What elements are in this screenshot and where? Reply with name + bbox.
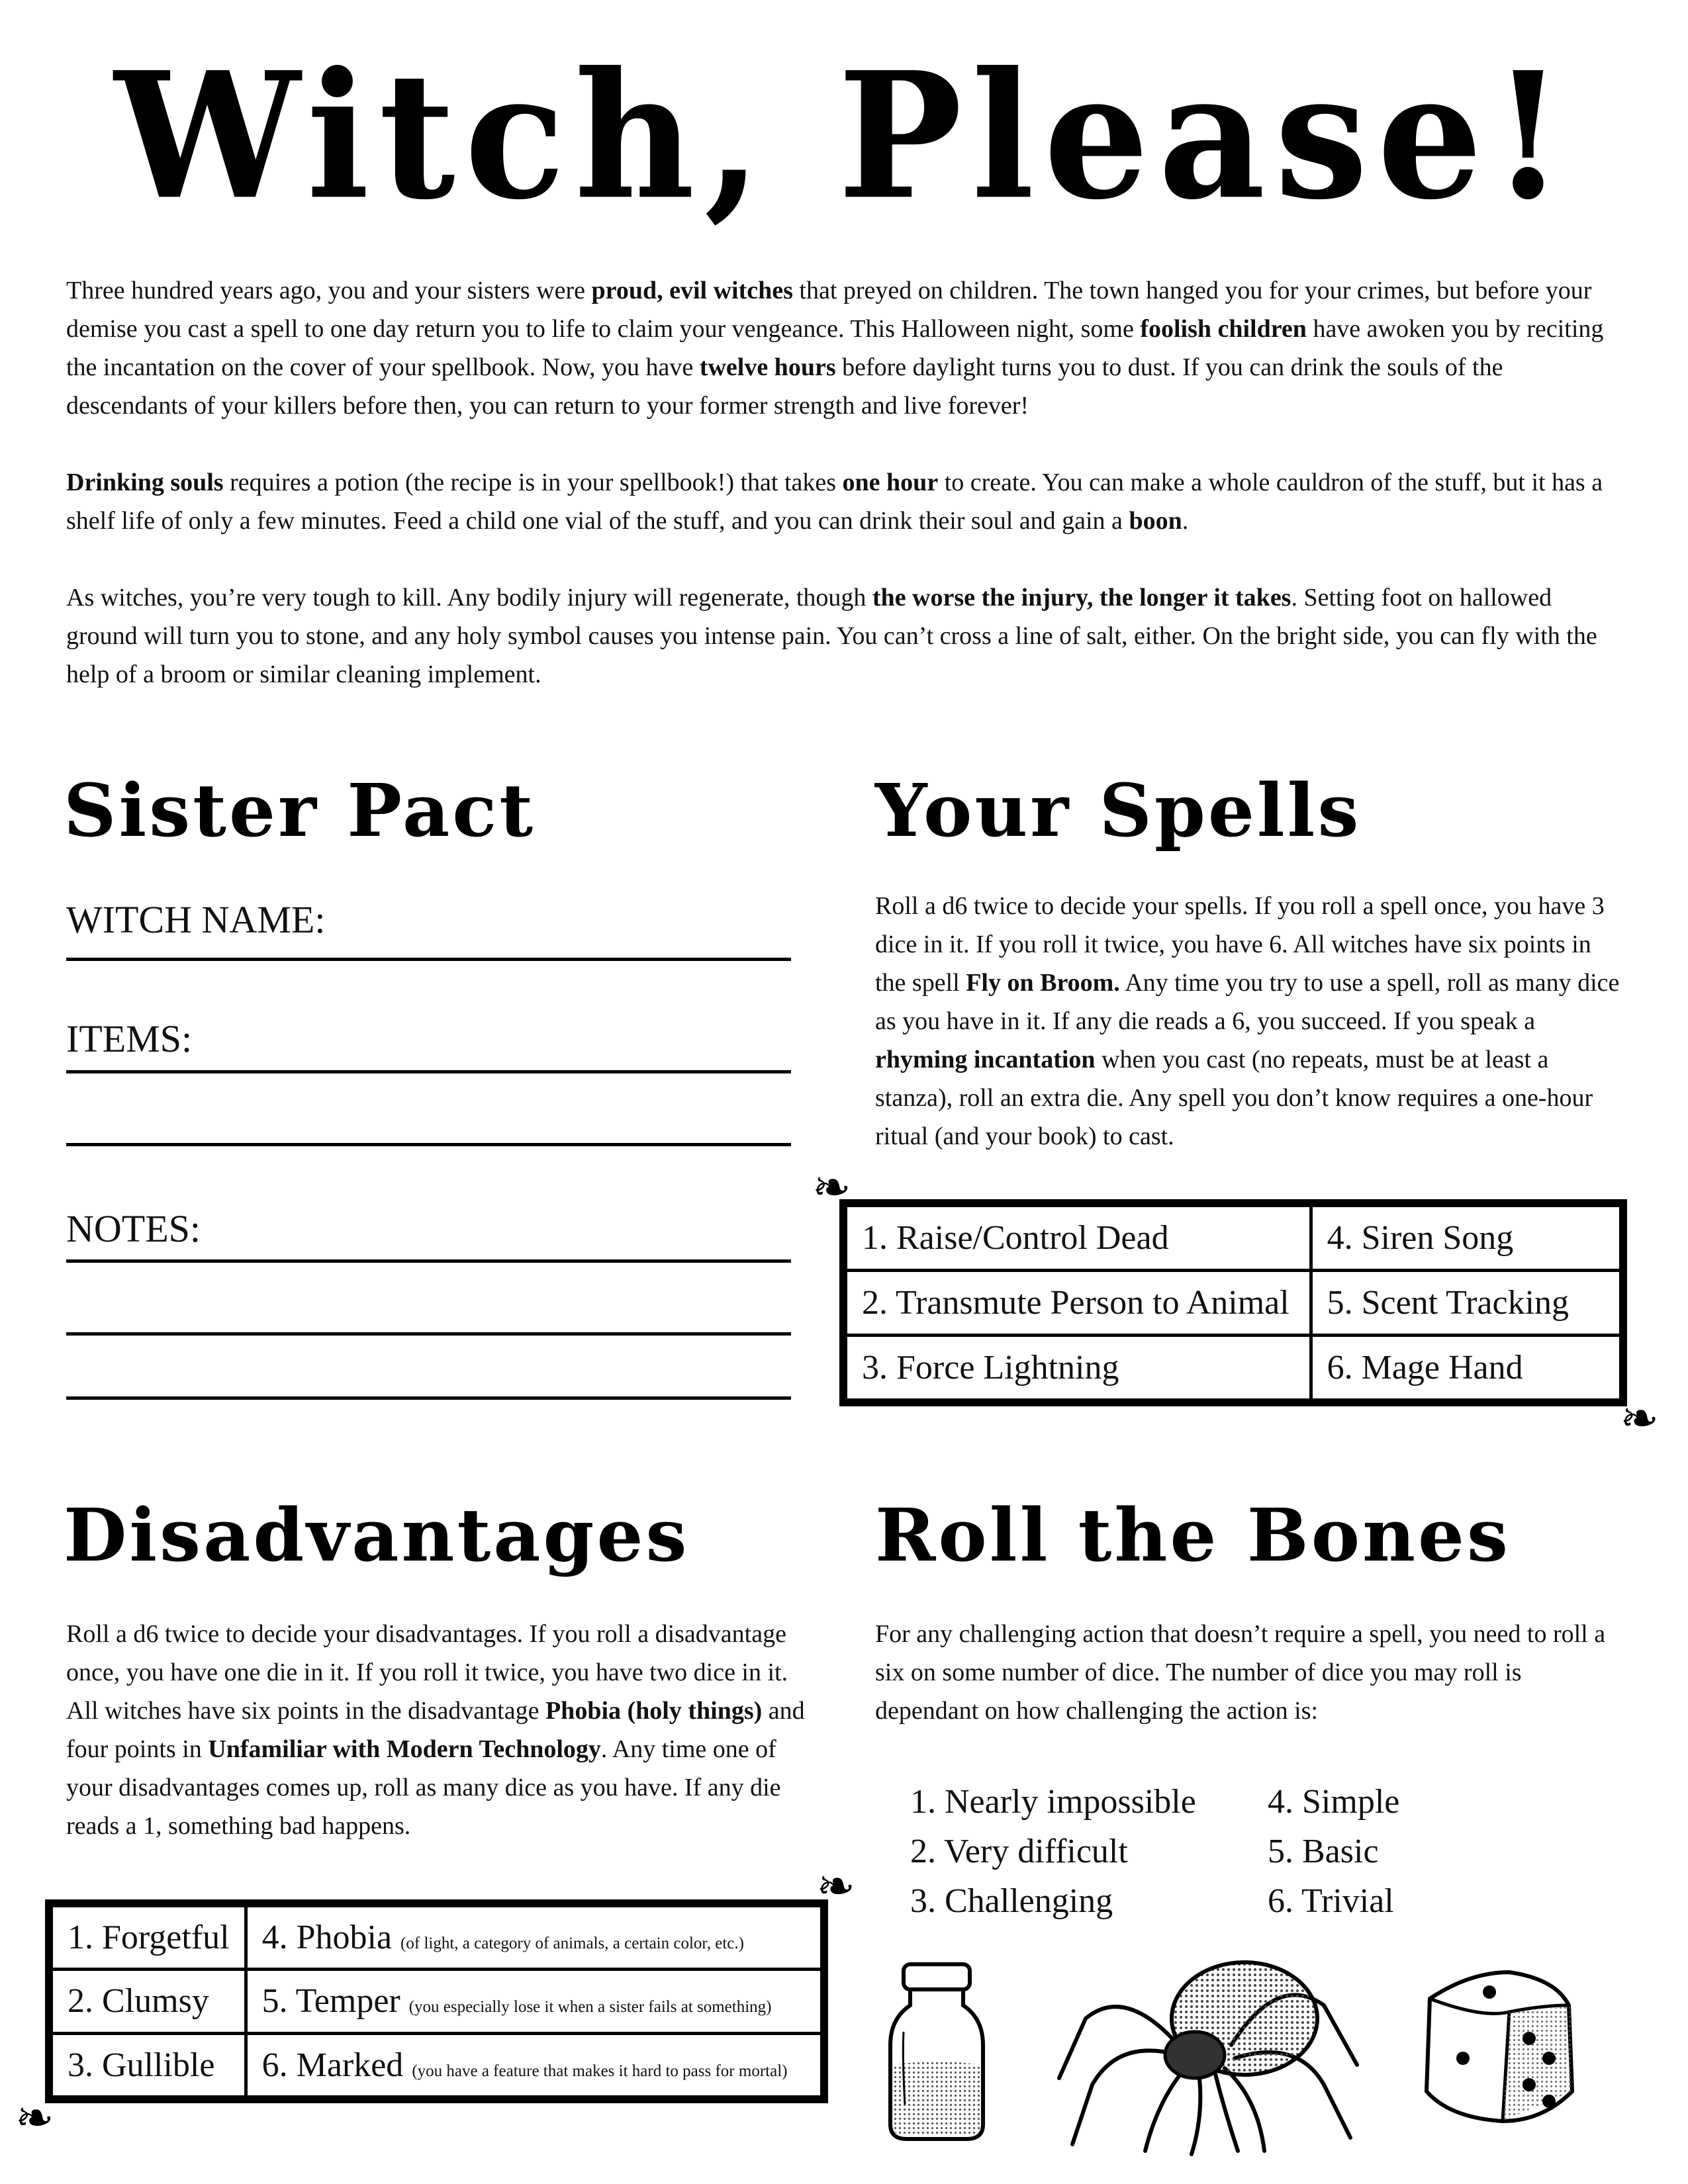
emphasis-text: proud, evil witches (591, 277, 793, 304)
intro-text (66, 271, 1628, 732)
difficulty-6: 6. Trivial (1268, 1882, 1394, 1920)
difficulty-2: 2. Very difficult (910, 1833, 1128, 1870)
items-line-2[interactable] (66, 1143, 791, 1146)
emphasis-text: Fly on Broom. (966, 969, 1120, 997)
spell-3: 3. Force Lightning (846, 1336, 1311, 1400)
table-row (846, 1271, 1621, 1336)
intro-paragraph-2: Drinking souls requires a potion (the recipe is in your spellbook!) that takes one hour to create. You can make a whole cauldron of the stuff, but it has a shelf life of only a few minutes. Feed a child one vial of the stuff, and you can drink their soul and gain a boon. (66, 469, 1603, 535)
sister-pact-heading: Sister Pact (64, 768, 536, 853)
scroll-curl-icon: ❧ (812, 1160, 851, 1214)
emphasis-text: one hour (842, 469, 939, 496)
difficulty-3: 3. Challenging (910, 1882, 1113, 1920)
disadvantage-6: 6. Marked (you have a feature that makes it hard to pass for mortal) (246, 2033, 821, 2097)
items-label: ITEMS: (66, 1017, 193, 1060)
scroll-curl-icon: ❧ (816, 1859, 855, 1913)
difficulty-5: 5. Basic (1268, 1833, 1379, 1870)
scroll-curl-icon: ❧ (15, 2091, 54, 2145)
disadvantages-heading: Disadvantages (64, 1492, 690, 1578)
spell-2: 2. Transmute Person to Animal (846, 1271, 1311, 1336)
disadvantages-description: Roll a d6 twice to decide your disadvantages. If you roll a disadvantage once, you have one die in it. If you roll it twice, you have two dice in it. All witches have six points in the disadvantage Phobia (holy things) and four points in Unfamiliar with Modern Technology. Any time one of your disadvantages comes up, roll as many dice as you have. If any die reads a 1, something bad happens. (66, 1620, 805, 1840)
disadvantages-table-frame (15, 1859, 855, 2145)
emphasis-text: Phobia (holy things) (545, 1697, 763, 1725)
scroll-curl-icon: ❧ (1620, 1391, 1659, 1445)
spells-description: Roll a d6 twice to decide your spells. If you roll a spell once, you have 3 dice in it. If you roll it twice, you have 6. All witches have six points in the spell Fly on Broom. Any time you try to use a spell, roll as many dice as you have in it. If any die reads a 6, you succeed. If you speak a rhyming incantation when you cast (no repeats, must be at least a stanza), roll an extra die. Any spell you don’t know requires a one-hour ritual (and your book) to cast. (875, 892, 1620, 1150)
spells-table-frame (812, 1160, 1659, 1445)
disadvantage-1: 1. Forgetful (52, 1906, 246, 1970)
difficulty-list-right (1268, 1777, 1399, 1926)
die-icon (1410, 1959, 1582, 2131)
witch-name-line[interactable] (66, 958, 791, 961)
witch-name-label: WITCH NAME: (66, 898, 326, 941)
emphasis-text: twelve hours (699, 353, 836, 381)
emphasis-text: Unfamiliar with Modern Technology (208, 1735, 601, 1763)
spell-6: 6. Mage Hand (1311, 1336, 1620, 1400)
page-title: Witch, Please! (114, 33, 1574, 238)
notes-line-3[interactable] (66, 1396, 791, 1400)
notes-line-1[interactable] (66, 1259, 791, 1263)
potion-bottle-icon (884, 1959, 990, 2144)
disadvantage-note: (you especially lose it when a sister fails at something) (408, 1998, 772, 2017)
difficulty-4: 4. Simple (1268, 1783, 1400, 1821)
table-row (846, 1336, 1621, 1400)
table-row (846, 1206, 1621, 1271)
table-row (52, 2033, 822, 2097)
disadvantage-5: 5. Temper (you especially lose it when a sister fails at something) (246, 1970, 821, 2033)
your-spells-heading: Your Spells (875, 768, 1362, 853)
notes-line-2[interactable] (66, 1332, 791, 1336)
disadvantage-note: (you have a feature that makes it hard to pass for mortal) (412, 2062, 788, 2080)
intro-paragraph-3: As witches, you’re very tough to kill. Any bodily injury will regenerate, though the worse the injury, the longer it takes. Setting foot on hallowed ground will turn you to stone, and any holy symbol causes you intense pain. You can’t cross a line of salt, either. On the bright side, you can fly with the help of a broom or similar cleaning implement. (66, 584, 1597, 688)
table-row (52, 1906, 822, 1970)
spell-1: 1. Raise/Control Dead (846, 1206, 1311, 1271)
emphasis-text: Drinking souls (66, 469, 224, 496)
disadvantage-4: 4. Phobia (of light, a category of animals, a certain color, etc.) (246, 1906, 821, 1970)
spell-4: 4. Siren Song (1311, 1206, 1620, 1271)
disadvantage-2: 2. Clumsy (52, 1970, 246, 2033)
emphasis-text: foolish children (1140, 315, 1307, 343)
emphasis-text: boon (1129, 507, 1182, 535)
items-line-1[interactable] (66, 1070, 791, 1073)
difficulty-1: 1. Nearly impossible (910, 1783, 1196, 1821)
spell-5: 5. Scent Tracking (1311, 1271, 1620, 1336)
disadvantages-table (50, 1904, 823, 2099)
disadvantage-3: 3. Gullible (52, 2033, 246, 2097)
table-row (52, 1970, 822, 2033)
emphasis-text: rhyming incantation (875, 1046, 1096, 1073)
notes-label: NOTES: (66, 1207, 201, 1250)
spider-icon (1046, 1946, 1377, 2158)
spells-table (844, 1204, 1622, 1402)
roll-the-bones-heading: Roll the Bones (875, 1492, 1511, 1578)
difficulty-list-left (910, 1777, 1196, 1926)
emphasis-text: the worse the injury, the longer it takes (872, 584, 1291, 612)
disadvantage-note: (of light, a category of animals, a certain color, etc.) (400, 1934, 744, 1953)
intro-paragraph-1: Three hundred years ago, you and your sisters were proud, evil witches that preyed on children. The town hanged you for your crimes, but before your demise you cast a spell to one day return you to life to claim your vengeance. This Halloween night, some foolish children have awoken you by reciting the incantation on the cover of your spellbook. Now, you have twelve hours before daylight turns you to dust. If you can drink the souls of the descendants of your killers before then, you can return to your former strength and live forever! (66, 277, 1604, 420)
roll-the-bones-description: For any challenging action that doesn’t require a spell, you need to roll a six on some number of dice. The number of dice you may roll is dependant on how challenging the action is: (875, 1620, 1606, 1725)
